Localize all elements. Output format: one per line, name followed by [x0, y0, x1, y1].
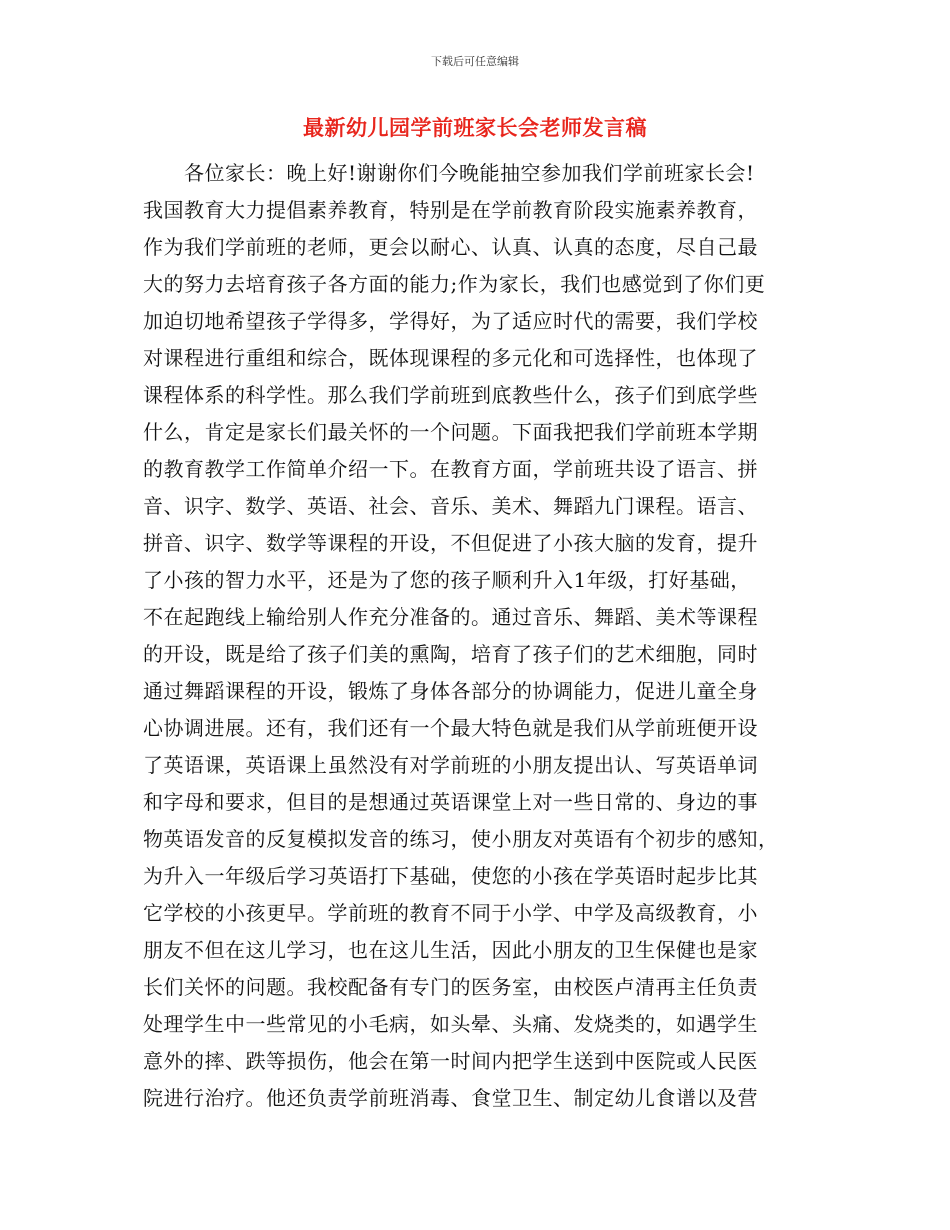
body-line: 课程体系的科学性。那么我们学前班到底教些什么，孩子们到底学些: [143, 383, 758, 407]
body-line: 拼音、识字、数学等课程的开设，不但促进了小孩大脑的发育，提升: [143, 531, 758, 555]
body-line: 各位家长：晚上好!谢谢你们今晚能抽空参加我们学前班家长会!: [143, 161, 755, 185]
body-line: 我国教育大力提倡素养教育，特别是在学前教育阶段实施素养教育，: [143, 198, 758, 222]
body-line: 作为我们学前班的老师，更会以耐心、认真、认真的态度，尽自己最: [143, 235, 758, 259]
body-line: 为升入一年级后学习英语打下基础，使您的小孩在学英语时起步比其: [143, 864, 758, 888]
body-line: 了小孩的智力水平，还是为了您的孩子顺利升入1年级，打好基础，: [143, 568, 751, 592]
body-line: 了英语课，英语课上虽然没有对学前班的小朋友提出认、写英语单词: [143, 753, 758, 777]
body-line: 大的努力去培育孩子各方面的能力;作为家长，我们也感觉到了你们更: [143, 272, 766, 296]
body-line: 音、识字、数学、英语、社会、音乐、美术、舞蹈九门课程。语言、: [143, 494, 758, 518]
body-line: 什么，肯定是家长们最关怀的一个问题。下面我把我们学前班本学期: [143, 420, 758, 444]
body-line: 意外的摔、跌等损伤，他会在第一时间内把学生送到中医院或人民医: [143, 1049, 758, 1073]
body-line: 的教育教学工作简单介绍一下。在教育方面，学前班共设了语言、拼: [143, 457, 758, 481]
body-text: [143, 155, 823, 1117]
body-line: 加迫切地希望孩子学得多，学得好，为了适应时代的需要，我们学校: [143, 309, 758, 333]
body-line: 通过舞蹈课程的开设，锻炼了身体各部分的协调能力，促进儿童全身: [143, 679, 758, 703]
body-line: 不在起跑线上输给别人作充分准备的。通过音乐、舞蹈、美术等课程: [143, 605, 758, 629]
body-line: 物英语发音的反复模拟发音的练习，使小朋友对英语有个初步的感知，: [143, 827, 779, 851]
body-line: 对课程进行重组和综合，既体现课程的多元化和可选择性，也体现了: [143, 346, 758, 370]
body-line: 朋友不但在这儿学习，也在这儿生活，因此小朋友的卫生保健也是家: [143, 938, 758, 962]
document-title: 最新幼儿园学前班家长会老师发言稿: [303, 116, 647, 140]
body-line: 它学校的小孩更早。学前班的教育不同于小学、中学及高级教育，小: [143, 901, 758, 925]
body-line: 心协调进展。还有，我们还有一个最大特色就是我们从学前班便开设: [143, 716, 758, 740]
body-line: 处理学生中一些常见的小毛病，如头晕、头痛、发烧类的，如遇学生: [143, 1012, 758, 1036]
body-line: 的开设，既是给了孩子们美的熏陶，培育了孩子们的艺术细胞，同时: [143, 642, 758, 666]
header-note: 下载后可任意编辑: [431, 55, 519, 68]
body-line: 长们关怀的问题。我校配备有专门的医务室，由校医卢清再主任负责: [143, 975, 758, 999]
body-line: 院进行治疗。他还负责学前班消毒、食堂卫生、制定幼儿食谱以及营: [143, 1086, 758, 1110]
body-line: 和字母和要求，但目的是想通过英语课堂上对一些日常的、身边的事: [143, 790, 758, 814]
